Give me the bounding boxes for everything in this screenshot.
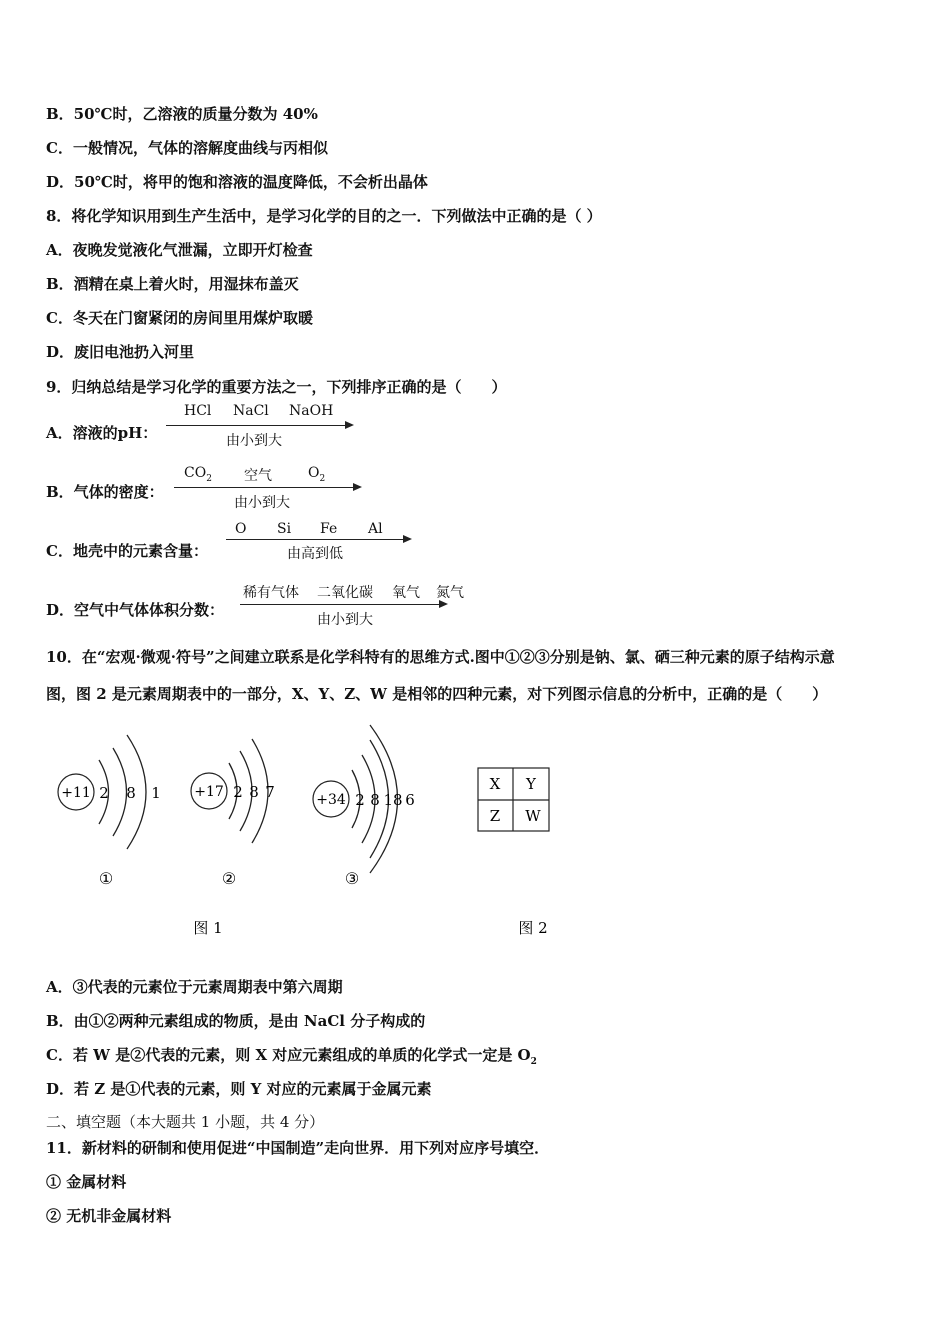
- atom-diagram-3: [313, 725, 415, 888]
- q9a-direction: 由小到大: [226, 433, 282, 449]
- atom-2-electron-1: 2: [233, 783, 243, 801]
- q8-stem: 8．将化学知识用到生产生活中，是学习化学的目的之一．下列做法中正确的是（ ）: [46, 207, 602, 225]
- q10-option-d: D．若 Z 是①代表的元素，则 Y 对应的元素属于金属元素: [46, 1080, 432, 1098]
- q9b-direction: 由小到大: [234, 495, 290, 511]
- atom-2-nucleus: +17: [194, 784, 224, 800]
- q9c-item-1: O: [235, 521, 247, 537]
- q9-option-c-label: C．地壳中的元素含量：: [46, 542, 208, 560]
- q9c-arrow-line: [226, 539, 404, 540]
- q7-option-d: D．50℃时，将甲的饱和溶液的温度降低，不会析出晶体: [46, 173, 428, 191]
- periodic-table-fragment: [478, 768, 549, 831]
- section-2-heading: 二、填空题（本大题共 1 小题，共 4 分）: [46, 1113, 325, 1131]
- q9-option-a-label: A．溶液的pH：: [46, 424, 158, 442]
- atom-3-label: ③: [344, 869, 360, 888]
- q9b-item-3: $O_2$: [308, 465, 326, 484]
- q9c-arrow-head: [403, 535, 412, 543]
- atom-2-label: ②: [221, 869, 237, 888]
- q9a-item-1: HCl: [184, 403, 212, 419]
- atom-3-nucleus: +34: [316, 792, 346, 808]
- q9b-arrow-line: [174, 487, 354, 488]
- q9d-item-3: 氧气: [392, 585, 420, 601]
- q11-option-1: ① 金属材料: [46, 1173, 127, 1191]
- table-cell-w: W: [525, 807, 541, 825]
- q9a-arrow-line: [166, 425, 346, 426]
- q7-option-c: C．一般情况，气体的溶解度曲线与丙相似: [46, 139, 328, 157]
- q9c-item-3: Fe: [320, 521, 338, 537]
- atom-1-electron-2: 8: [126, 784, 136, 802]
- atom-3-electron-1: 2: [355, 791, 365, 809]
- table-cell-x: X: [489, 775, 501, 793]
- q9-option-d-label: D．空气中气体体积分数：: [46, 601, 225, 619]
- q9b-item-2: 空气: [244, 468, 272, 484]
- q9c-item-2: Si: [277, 521, 292, 537]
- atom-1-nucleus: +11: [61, 785, 91, 801]
- q11-stem: 11．新材料的研制和使用促进“中国制造”走向世界．用下列对应序号填空．: [46, 1139, 550, 1157]
- q10-option-b: B．由①②两种元素组成的物质，是由 NaCl 分子构成的: [46, 1012, 426, 1030]
- atom-1-electron-1: 2: [99, 784, 109, 802]
- q8-option-d: D．废旧电池扔入河里: [46, 343, 195, 361]
- q9a-arrow-head: [345, 421, 354, 429]
- q10-stem-line-1: 10．在“宏观·微观·符号”之间建立联系是化学科特有的思维方式.图中①②③分别是钠、氯、硒三种元素的原子结构示意: [46, 648, 835, 666]
- atom-diagram-1: [58, 735, 161, 888]
- atom-1-shell-2: [113, 748, 127, 836]
- q9d-arrow-head: [439, 600, 448, 608]
- q9c-direction: 由高到低: [287, 546, 343, 562]
- q9a-item-2: NaCl: [233, 403, 269, 419]
- q9d-direction: 由小到大: [317, 612, 373, 628]
- q10-option-c: C．若 W 是②代表的元素，则 X 对应元素组成的单质的化学式一定是 $O_2$: [46, 1046, 537, 1067]
- figure-2-caption: 图 2: [518, 919, 548, 937]
- figure-1-caption: 图 1: [193, 919, 223, 937]
- q8-option-c: C．冬天在门窗紧闭的房间里用煤炉取暖: [46, 309, 313, 327]
- q7-option-b: B．50℃时，乙溶液的质量分数为 40%: [46, 105, 318, 123]
- atom-3-electron-4: 6: [405, 791, 415, 809]
- q9b-item-1: $CO_2$: [184, 465, 212, 484]
- table-cell-z: Z: [489, 807, 501, 825]
- q9-option-b-label: B．气体的密度：: [46, 483, 164, 501]
- atom-2-electron-3: 7: [265, 783, 275, 801]
- q9d-item-4: 氮气: [436, 585, 464, 601]
- atom-3-electron-2: 8: [370, 791, 380, 809]
- atom-2-electron-2: 8: [249, 783, 259, 801]
- atom-3-electron-3: 18: [383, 791, 403, 809]
- q9b-arrow-head: [353, 483, 362, 491]
- q10-stem-line-2: 图，图 2 是元素周期表中的一部分，X、Y、Z、W 是相邻的四种元素，对下列图示信息的分析中，正确的是（ ）: [46, 685, 828, 703]
- table-cell-y: Y: [526, 775, 536, 793]
- q9d-arrow-line: [240, 604, 440, 605]
- q8-option-a: A．夜晚发觉液化气泄漏，立即开灯检查: [46, 241, 313, 259]
- q9c-item-4: Al: [368, 521, 383, 537]
- q9a-item-3: NaOH: [289, 403, 334, 419]
- q10-option-a: A．③代表的元素位于元素周期表中第六周期: [46, 978, 343, 996]
- q11-option-2: ② 无机非金属材料: [46, 1207, 172, 1225]
- q9d-item-2: 二氧化碳: [317, 585, 373, 601]
- q8-option-b: B．酒精在桌上着火时，用湿抹布盖灭: [46, 275, 299, 293]
- atom-diagram-2: [191, 739, 275, 888]
- atom-1-label: ①: [98, 869, 114, 888]
- q9-stem: 9．归纳总结是学习化学的重要方法之一，下列排序正确的是（ ）: [46, 378, 507, 396]
- atom-1-electron-3: 1: [151, 784, 161, 802]
- q9d-item-1: 稀有气体: [243, 585, 299, 601]
- q10-figure: [0, 715, 950, 945]
